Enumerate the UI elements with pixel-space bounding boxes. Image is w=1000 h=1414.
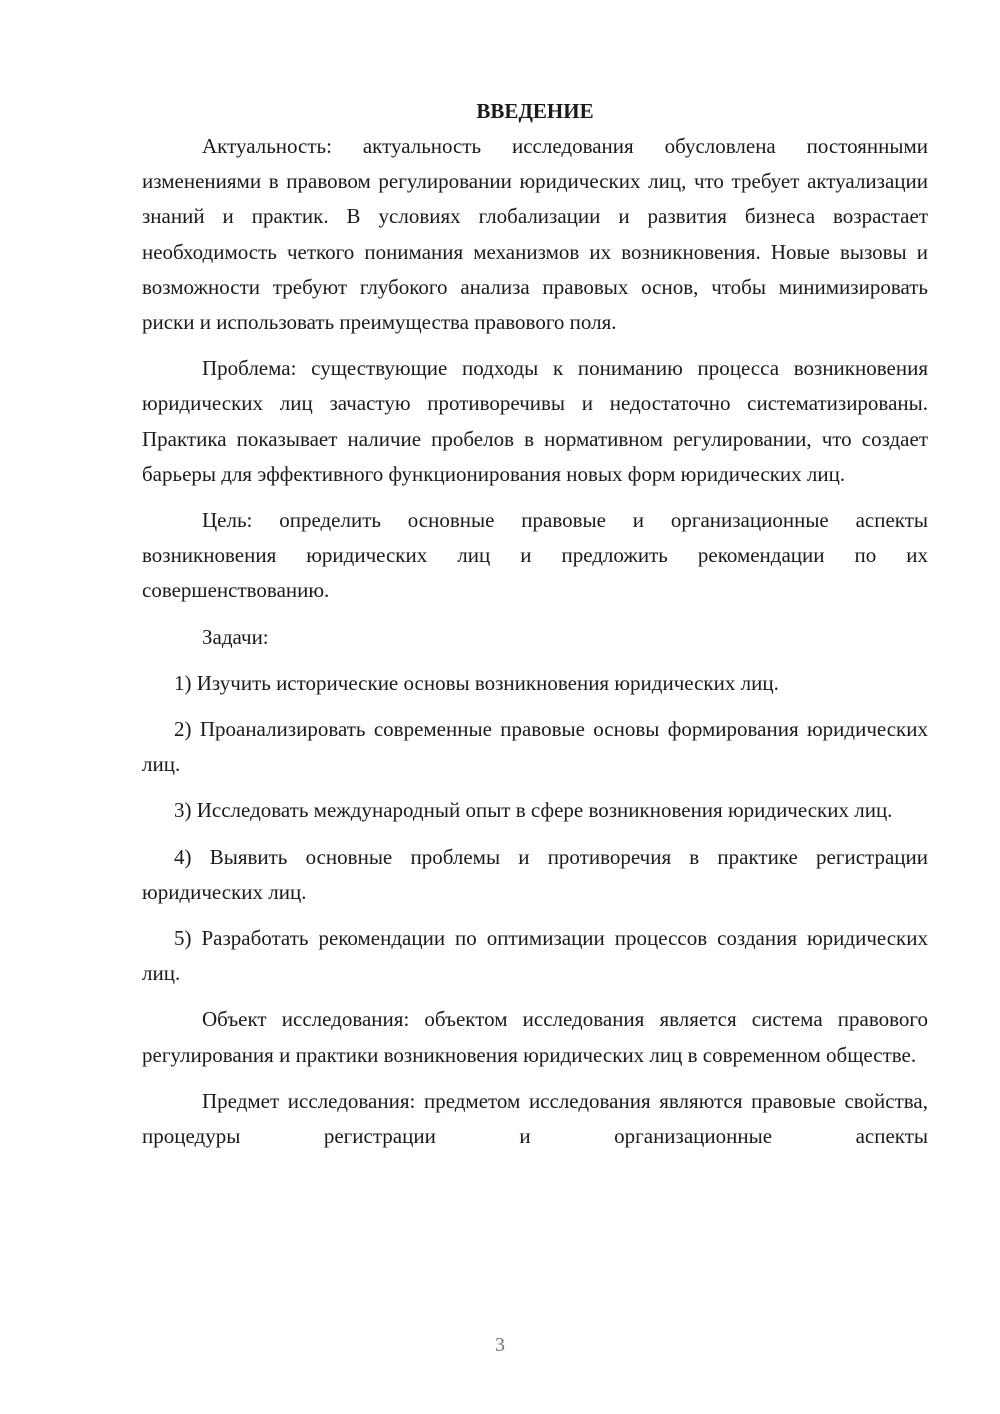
tasks-label: Задачи: <box>202 624 269 649</box>
paragraph-object: Объект исследования: объектом исследования является система правового регулирования и практики возникновения юридических лиц в современном обществе. <box>142 1007 928 1067</box>
page-number: 3 <box>495 1334 505 1356</box>
page-title: ВВЕДЕНИЕ <box>476 99 594 123</box>
task-item-4: 4) Выявить основные проблемы и противоречия в практике регистрации юридических лиц. <box>142 844 928 904</box>
task-item-3: 3) Исследовать международный опыт в сфере возникновения юридических лиц. <box>174 798 893 823</box>
task-item-5: 5) Разработать рекомендации по оптимизации процессов создания юридических лиц. <box>142 926 928 986</box>
paragraph-relevance: Актуальность: актуальность исследования обусловлена постоянными изменениями в правовом регулировании юридических лиц, что требует актуализации знаний и практик. В условиях глобализации и развития бизнеса возрастает необходимость четкого понимания механизмов их возникновения. Новые вызовы и возможности требуют глубокого анализа правовых основ, чтобы минимизировать риски и использовать преимущества правового поля. <box>142 134 928 335</box>
task-item-2: 2) Проанализировать современные правовые основы формирования юридических лиц. <box>142 717 928 777</box>
task-item-1: 1) Изучить исторические основы возникновения юридических лиц. <box>174 670 779 695</box>
paragraph-goal: Цель: определить основные правовые и организационные аспекты возникновения юридических лиц и предложить рекомендации по их совершенствованию. <box>142 508 928 603</box>
paragraph-problem: Проблема: существующие подходы к пониманию процесса возникновения юридических лиц зачастую противоречивы и недостаточно систематизированы. Практика показывает наличие пробелов в нормативном регулировании, что создает барьеры для эффективного функционирования новых форм юридических лиц. <box>142 356 928 486</box>
document-page <box>142 96 928 1165</box>
paragraph-subject: Предмет исследования: предметом исследования являются правовые свойства, процедуры регистрации и организационные аспекты <box>142 1088 928 1149</box>
